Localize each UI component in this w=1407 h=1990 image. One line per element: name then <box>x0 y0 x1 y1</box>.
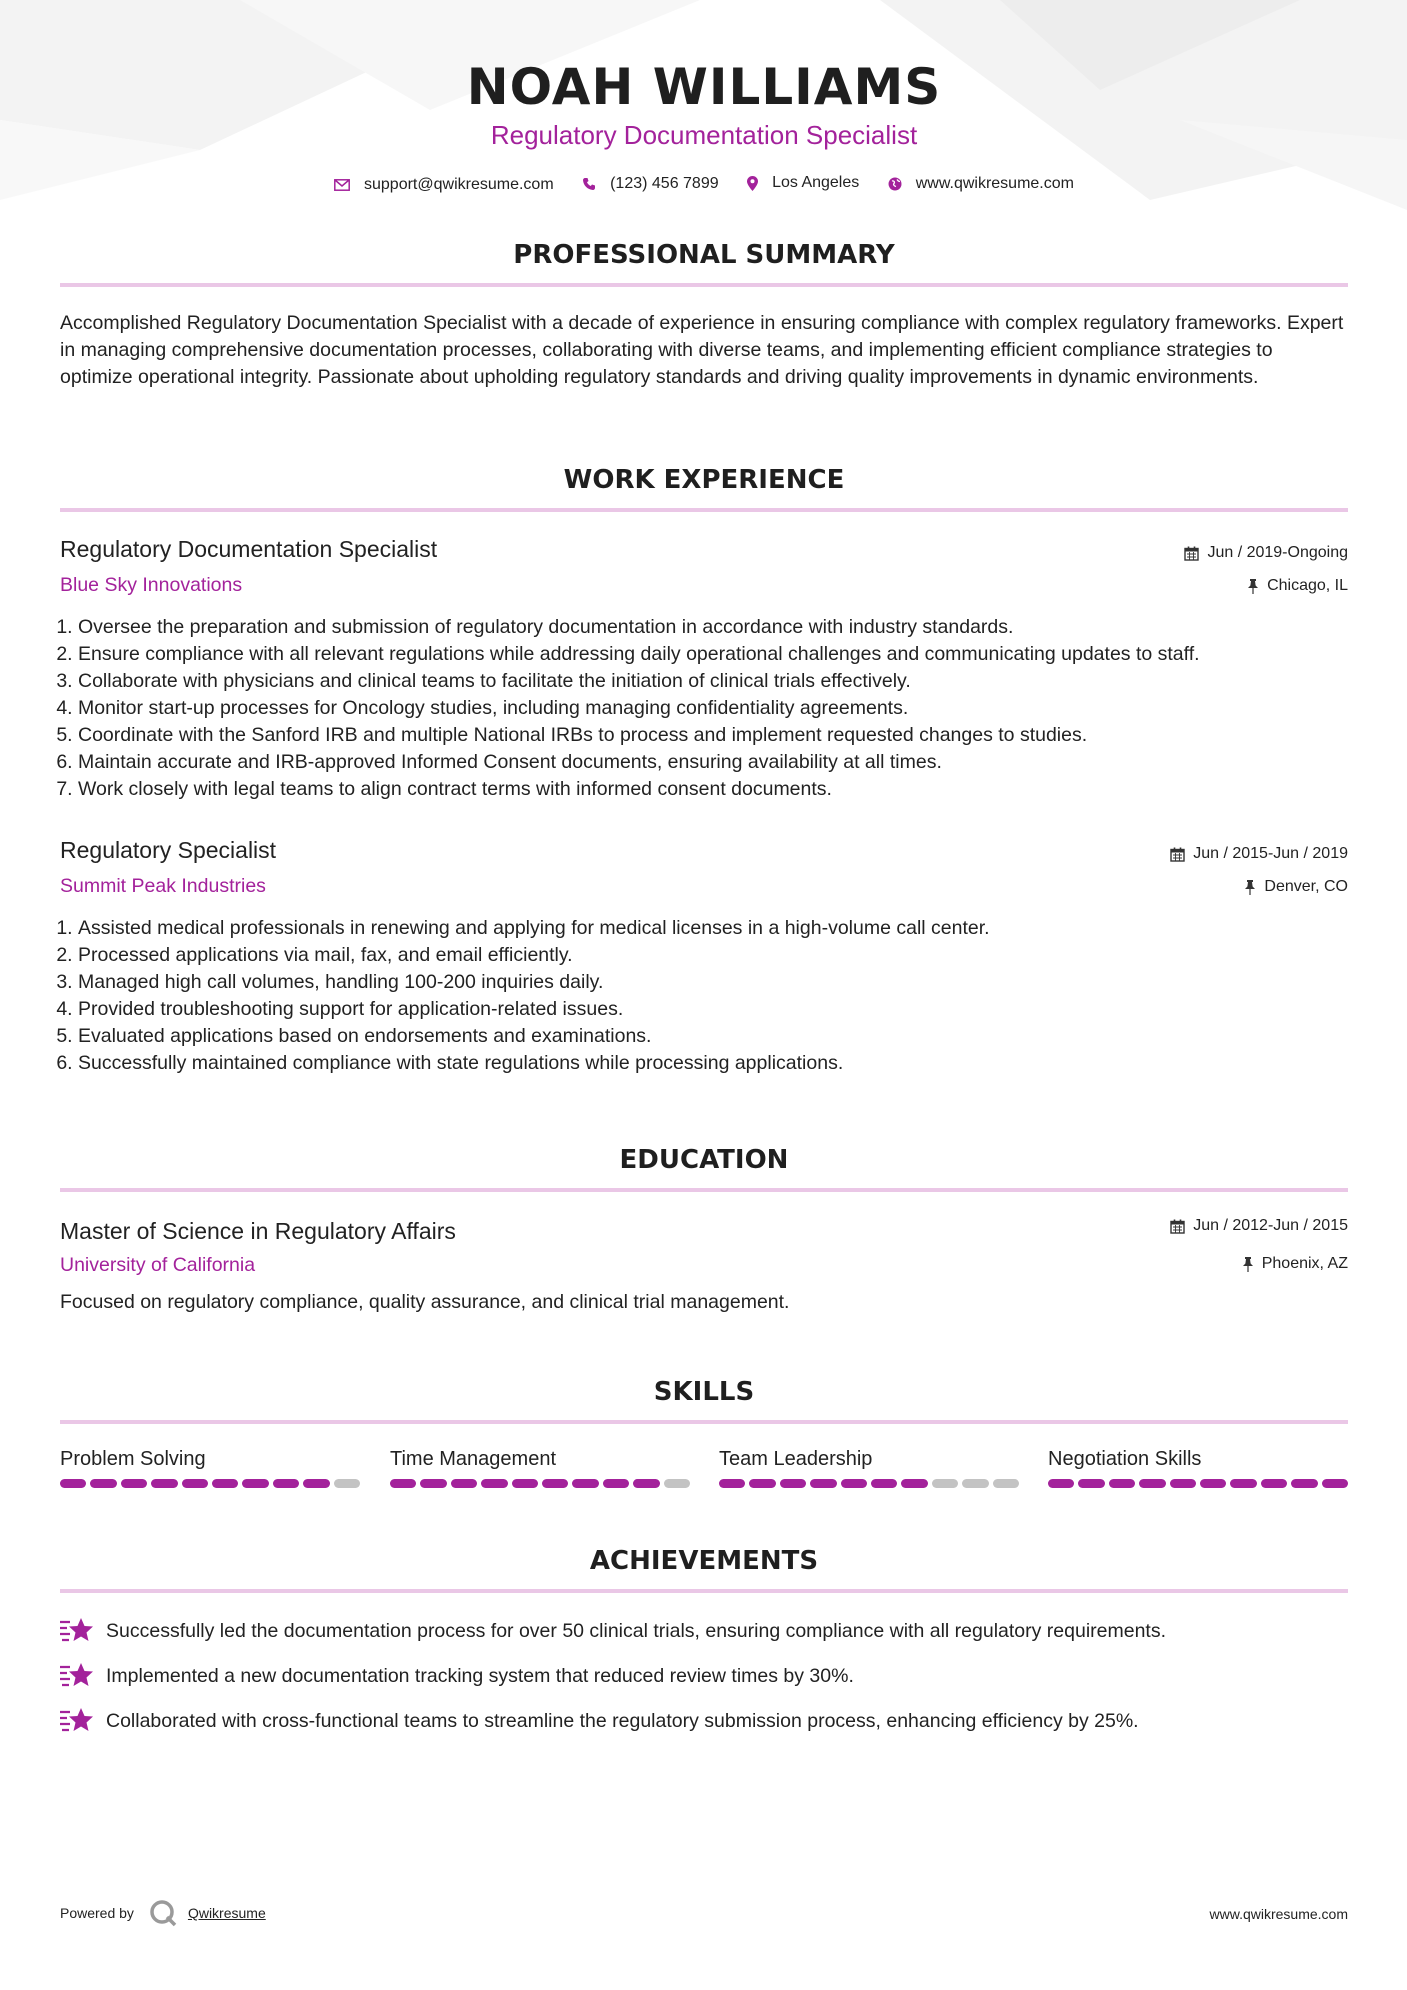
duty-item: 5. Evaluated applications based on endorsements and examinations. <box>78 1023 1366 1050</box>
achievement-text: Collaborated with cross-functional teams to streamline the regulatory submission process, enhancing efficiency by 25%. <box>106 1709 1139 1732</box>
education-description: Focused on regulatory compliance, quality assurance, and clinical trial management. <box>60 1291 790 1313</box>
skill-segment-filled <box>841 1479 867 1488</box>
summary-text: Accomplished Regulatory Documentation Specialist with a decade of experience in ensuring compliance with complex regulatory frameworks. Expert in managing comprehensive documentation processes, collaborating with diverse teams, and implementing efficient compliance strategies to optimize operational integrity. Passionate about upholding regulatory standards and driving quality improvements in dynamic environments. <box>60 312 1344 388</box>
skill-item <box>60 1448 360 1488</box>
skill-segment-filled <box>451 1479 477 1488</box>
skill-segment-empty <box>334 1479 360 1488</box>
skill-segment-filled <box>212 1479 238 1488</box>
skill-segment-filled <box>719 1479 745 1488</box>
section-divider <box>60 508 1348 512</box>
education-dates-text: Jun / 2012-Jun / 2015 <box>1193 1217 1348 1234</box>
skill-segment-filled <box>810 1479 836 1488</box>
skill-segment-filled <box>1291 1479 1317 1488</box>
section-heading-achievements: ACHIEVEMENTS <box>589 1546 819 1576</box>
skill-segment-filled <box>1048 1479 1074 1488</box>
section-heading-education: EDUCATION <box>619 1145 789 1175</box>
calendar-icon <box>1184 546 1199 561</box>
skill-segment-filled <box>1261 1479 1287 1488</box>
job-location <box>1247 577 1348 595</box>
skill-name: Time Management <box>390 1448 556 1470</box>
globe-icon <box>888 177 902 191</box>
footer-powered-by <box>60 1898 266 1928</box>
skill-name: Negotiation Skills <box>1048 1448 1202 1470</box>
skill-segment-filled <box>603 1479 629 1488</box>
skill-segment-filled <box>60 1479 86 1488</box>
contact-bar <box>60 174 1348 196</box>
section-divider <box>60 1420 1348 1424</box>
skill-segment-filled <box>572 1479 598 1488</box>
school-name: University of California <box>60 1254 256 1276</box>
duty-item: 2. Processed applications via mail, fax, and email efficiently. <box>78 942 1366 969</box>
skill-item <box>719 1448 1019 1488</box>
contact-phone-text: (123) 456 7899 <box>610 174 719 192</box>
contact-email-text: support@qwikresume.com <box>364 175 554 193</box>
star-icon <box>60 1661 96 1691</box>
education-location-text: Phoenix, AZ <box>1261 1255 1348 1272</box>
contact-website-text: www.qwikresume.com <box>915 174 1074 192</box>
skill-segment-filled <box>780 1479 806 1488</box>
candidate-title: Regulatory Documentation Specialist <box>490 120 918 150</box>
section-heading-skills: SKILLS <box>653 1377 755 1407</box>
job-duties-list <box>60 915 1366 1077</box>
skill-segment-filled <box>1200 1479 1226 1488</box>
calendar-icon <box>1170 1219 1185 1234</box>
duty-item: 6. Successfully maintained compliance with state regulations while processing applications. <box>78 1050 1366 1077</box>
job-location <box>1244 878 1348 896</box>
skill-segment-filled <box>121 1479 147 1488</box>
duty-item: 6. Maintain accurate and IRB-approved Informed Consent documents, ensuring availability at all times. <box>78 749 1366 776</box>
skill-segment-filled <box>420 1479 446 1488</box>
education-dates <box>1170 1217 1348 1235</box>
achievement-text: Successfully led the documentation process for over 50 clinical trials, ensuring compliance with all regulatory requirements. <box>106 1619 1167 1642</box>
skill-segment-filled <box>242 1479 268 1488</box>
duty-item: 4. Monitor start-up processes for Oncology studies, including managing confidentiality agreements. <box>78 695 1366 722</box>
achievement-item <box>60 1661 854 1691</box>
skill-segment-filled <box>1139 1479 1165 1488</box>
duty-item: 7. Work closely with legal teams to align contract terms with informed consent documents. <box>78 776 1366 803</box>
skill-level-bar <box>719 1479 1019 1488</box>
envelope-icon <box>334 179 350 191</box>
skill-segment-filled <box>1109 1479 1135 1488</box>
skill-name: Problem Solving <box>60 1448 206 1470</box>
duty-item: 3. Managed high call volumes, handling 100-200 inquiries daily. <box>78 969 1366 996</box>
skill-segment-empty <box>932 1479 958 1488</box>
achievement-item <box>60 1706 1139 1736</box>
skill-segment-filled <box>1230 1479 1256 1488</box>
contact-email[interactable] <box>334 176 554 194</box>
duty-item: 5. Coordinate with the Sanford IRB and multiple National IRBs to process and implement requested changes to studies. <box>78 722 1366 749</box>
calendar-icon <box>1170 847 1185 862</box>
skill-segment-filled <box>512 1479 538 1488</box>
powered-by-label: Powered by <box>60 1905 134 1921</box>
company-name: Summit Peak Industries <box>60 875 266 897</box>
skill-segment-filled <box>1170 1479 1196 1488</box>
skill-segment-filled <box>390 1479 416 1488</box>
skill-segment-filled <box>1322 1479 1348 1488</box>
skill-segment-empty <box>962 1479 988 1488</box>
skill-segment-filled <box>151 1479 177 1488</box>
duty-item: 2. Ensure compliance with all relevant regulations while addressing daily operational challenges and communicating updates to staff. <box>78 641 1366 668</box>
job-location-text: Denver, CO <box>1264 878 1348 895</box>
section-divider <box>60 1589 1348 1593</box>
job-dates <box>1170 845 1348 863</box>
duty-item: 1. Oversee the preparation and submission of regulatory documentation in accordance with industry standards. <box>78 614 1366 641</box>
skill-segment-filled <box>749 1479 775 1488</box>
contact-location-text: Los Angeles <box>772 174 860 191</box>
pushpin-icon <box>1247 579 1259 594</box>
skill-segment-empty <box>993 1479 1019 1488</box>
skill-segment-filled <box>901 1479 927 1488</box>
contact-location <box>747 174 859 192</box>
contact-website[interactable] <box>888 175 1074 193</box>
skill-level-bar <box>1048 1479 1348 1488</box>
job-dates-text: Jun / 2019-Ongoing <box>1207 544 1348 561</box>
section-heading-summary: PROFESSIONAL SUMMARY <box>513 240 895 270</box>
section-divider <box>60 283 1348 287</box>
degree-title: Master of Science in Regulatory Affairs <box>60 1218 456 1244</box>
achievement-text: Implemented a new documentation tracking system that reduced review times by 30%. <box>106 1664 854 1687</box>
skill-level-bar <box>60 1479 360 1488</box>
job-title: Regulatory Specialist <box>60 837 277 863</box>
skill-segment-empty <box>664 1479 690 1488</box>
company-name: Blue Sky Innovations <box>60 574 243 596</box>
achievement-item <box>60 1616 1166 1646</box>
skill-segment-filled <box>481 1479 507 1488</box>
education-location <box>1242 1255 1348 1273</box>
qwikresume-link[interactable]: Qwikresume <box>187 1905 266 1921</box>
job-title: Regulatory Documentation Specialist <box>60 536 438 562</box>
duty-item: 1. Assisted medical professionals in renewing and applying for medical licenses in a high-volume call center. <box>78 915 1366 942</box>
skill-segment-filled <box>633 1479 659 1488</box>
duty-item: 3. Collaborate with physicians and clinical teams to facilitate the initiation of clinical trials effectively. <box>78 668 1366 695</box>
skill-segment-filled <box>90 1479 116 1488</box>
skill-item <box>1048 1448 1348 1488</box>
map-pin-icon <box>747 176 758 191</box>
job-location-text: Chicago, IL <box>1267 577 1348 594</box>
skill-segment-filled <box>542 1479 568 1488</box>
skill-segment-filled <box>871 1479 897 1488</box>
skill-segment-filled <box>182 1479 208 1488</box>
skill-segment-filled <box>1078 1479 1104 1488</box>
skill-name: Team Leadership <box>719 1448 873 1470</box>
candidate-name: NOAH WILLIAMS <box>466 58 942 116</box>
job-duties-list <box>60 614 1366 803</box>
qwikresume-logo-icon <box>148 1898 178 1928</box>
contact-phone[interactable] <box>582 175 719 193</box>
skill-level-bar <box>390 1479 690 1488</box>
pushpin-icon <box>1242 1257 1254 1272</box>
pushpin-icon <box>1244 880 1256 895</box>
duty-item: 4. Provided troubleshooting support for application-related issues. <box>78 996 1366 1023</box>
skill-segment-filled <box>273 1479 299 1488</box>
phone-icon <box>582 177 596 191</box>
job-dates <box>1184 544 1348 562</box>
section-heading-experience: WORK EXPERIENCE <box>563 465 845 495</box>
skill-segment-filled <box>303 1479 329 1488</box>
skill-item <box>390 1448 690 1488</box>
section-divider <box>60 1188 1348 1192</box>
job-dates-text: Jun / 2015-Jun / 2019 <box>1193 845 1348 862</box>
star-icon <box>60 1616 96 1646</box>
star-icon <box>60 1706 96 1736</box>
footer-website[interactable]: www.qwikresume.com <box>1209 1906 1348 1922</box>
